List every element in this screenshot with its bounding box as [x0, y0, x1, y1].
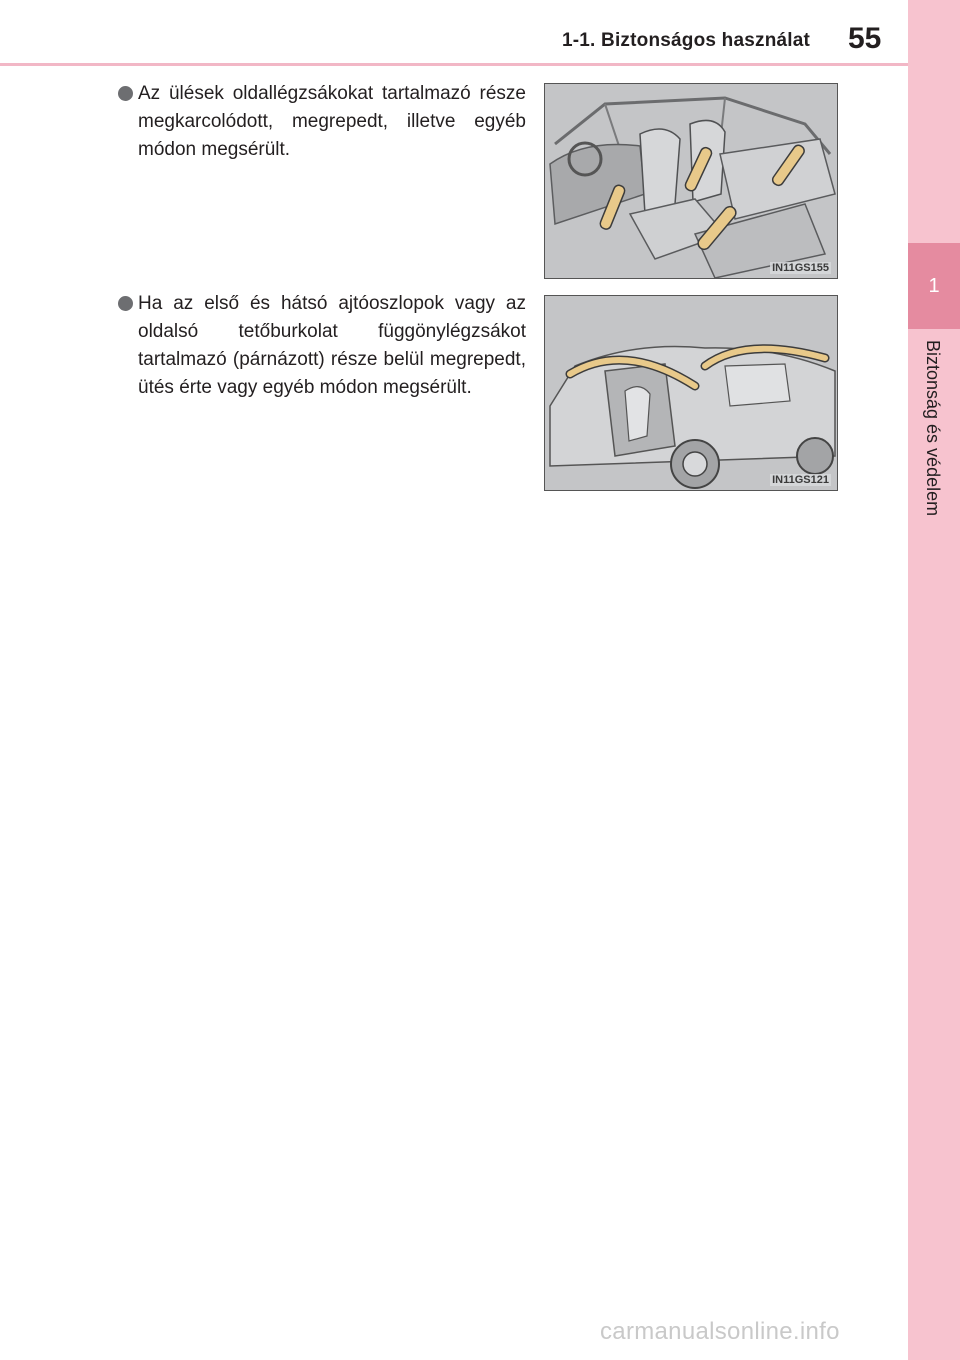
- bullet-text: Az ülések oldallégzsákokat tartalmazó része megkarcolódott, megrepedt, illetve egyéb módon megsérült.: [138, 83, 526, 160]
- section-title: 1-1. Biztonságos használat: [562, 30, 811, 51]
- header-divider: [0, 63, 908, 66]
- bullet-dot-icon: [118, 296, 133, 311]
- bullet-item: [118, 290, 526, 402]
- side-airbag-figure: [544, 83, 838, 279]
- bullet-item: [118, 80, 526, 164]
- curtain-airbag-illustration-icon: [545, 296, 837, 490]
- chapter-side-strip: [908, 0, 960, 1360]
- curtain-airbag-figure: [544, 295, 838, 491]
- watermark: carmanualsonline.info: [600, 1318, 840, 1345]
- chapter-number: 1: [928, 274, 940, 297]
- chapter-number-tab[interactable]: [908, 243, 960, 329]
- bullet-text: Ha az első és hátsó ajtóoszlopok vagy az oldalsó tetőburkolat függönylégzsákot tartalmazó (párnázott) része belül megrepedt, ütés érte vagy egyéb módon megsérült.: [138, 293, 526, 398]
- chapter-title: Biztonság és védelem: [923, 340, 943, 517]
- bullet-dot-icon: [118, 86, 133, 101]
- figure-code: IN11GS155: [772, 262, 829, 274]
- side-airbag-seats-illustration-icon: [545, 84, 837, 278]
- page-number: 55: [848, 22, 882, 55]
- figure-code: IN11GS121: [772, 474, 829, 486]
